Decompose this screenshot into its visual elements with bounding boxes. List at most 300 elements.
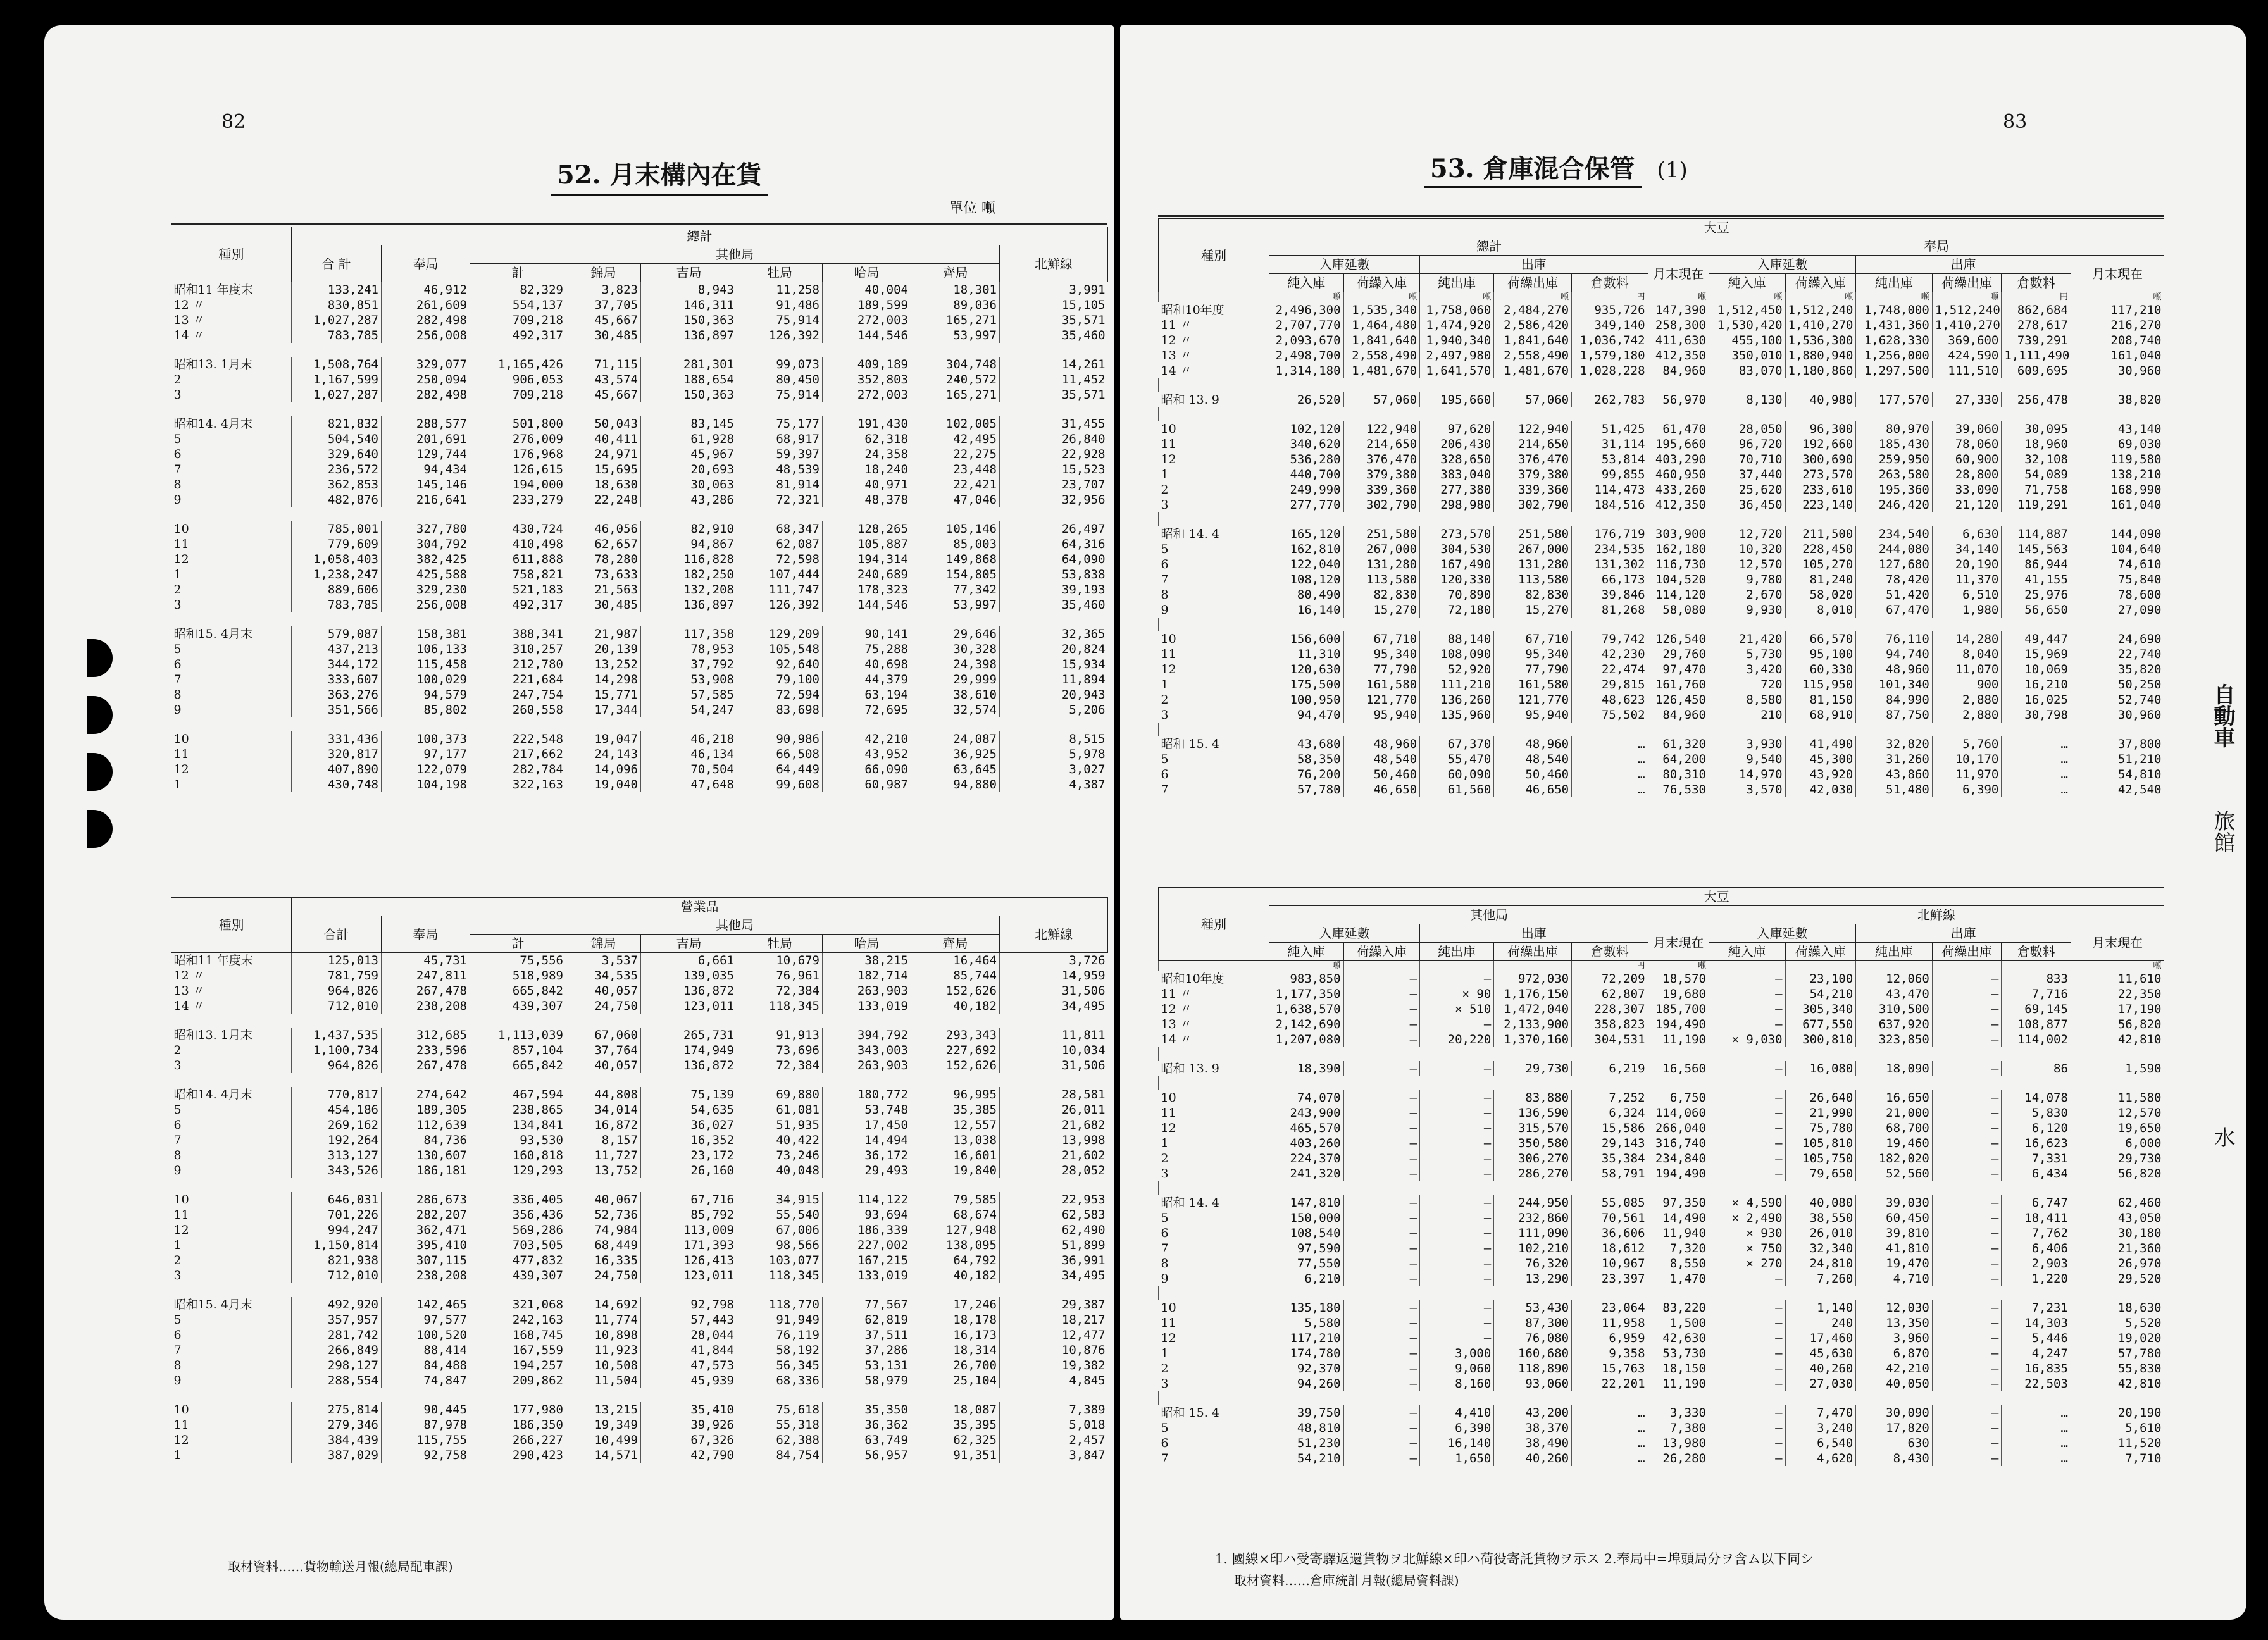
table-cell: … [2002, 767, 2071, 782]
binding-hole [87, 696, 113, 734]
table-cell: — [1709, 1090, 1785, 1105]
group-header: 總計 [1269, 237, 1709, 256]
table-cell: 90,141 [823, 626, 911, 642]
table-cell: 79,100 [737, 672, 823, 687]
table-cell: 273,570 [1420, 526, 1494, 542]
table-cell: 1,590 [2071, 1061, 2164, 1076]
spacer-row [171, 1388, 1108, 1402]
table-cell: 1,256,000 [1856, 348, 1933, 363]
col-header: 純出庫 [1420, 274, 1494, 292]
table-cell: — [1343, 1315, 1420, 1331]
table-cell: 611,888 [470, 552, 566, 567]
table-cell: 42,030 [1785, 782, 1856, 797]
table-cell: 269,162 [292, 1117, 382, 1133]
row-label: 12 [1161, 1331, 1176, 1345]
table-cell: 118,345 [737, 1268, 823, 1283]
table-cell: 45,667 [566, 313, 641, 328]
table-cell: 152,626 [911, 1058, 1000, 1073]
table-cell: 403,260 [1269, 1136, 1343, 1151]
table-cell: 2,880 [1932, 707, 2002, 723]
table-cell: 23,172 [641, 1148, 737, 1163]
table-cell: — [1343, 1256, 1420, 1271]
table-cell: 188,654 [641, 372, 737, 387]
table-cell: 17,460 [1785, 1331, 1856, 1346]
table-cell: 233,610 [1785, 482, 1856, 497]
col-header: 吉局 [641, 935, 737, 953]
table-cell: 26,011 [1000, 1102, 1108, 1117]
table-cell: — [1932, 1210, 2002, 1226]
table-cell: 35,571 [1000, 313, 1108, 328]
table-cell: 62,388 [737, 1432, 823, 1448]
col-header: 月末現在 [1648, 256, 1709, 292]
table-cell: 186,339 [823, 1222, 911, 1238]
table-row [1159, 1256, 2164, 1271]
table-cell: 61,560 [1420, 782, 1494, 797]
table-cell: 68,917 [737, 432, 823, 447]
table-cell: 21,000 [1856, 1105, 1933, 1121]
spacer-cell [171, 343, 1108, 357]
footnote: 1. 國線×印ハ受寄驛返還貨物ヲ北鮮線×印ハ荷役寄託貨物ヲ示ス 2.奉局中=埠頭局分ヲ含ム以下同シ [1215, 1551, 1814, 1567]
table-cell: 50,250 [2071, 677, 2164, 692]
table-cell: 7,389 [1000, 1402, 1108, 1417]
table-cell: 116,828 [641, 552, 737, 567]
page-title-wrap [1424, 149, 1688, 185]
table-cell: 53,838 [1000, 567, 1108, 582]
table-cell: 8,550 [1648, 1256, 1709, 1271]
table-cell: 32,820 [1856, 736, 1933, 752]
table-cell: 56,957 [823, 1448, 911, 1463]
table-cell: 15,934 [1000, 657, 1108, 672]
table-cell: 48,539 [737, 462, 823, 477]
table-cell: 1,238,247 [292, 567, 382, 582]
table-cell: 55,085 [1572, 1195, 1648, 1210]
table-cell: 131,280 [1494, 557, 1572, 572]
table-cell: 320,817 [292, 747, 382, 762]
table-cell: — [1343, 1210, 1420, 1226]
in-header: 入庫延數 [1709, 924, 1855, 943]
table-row [1159, 736, 2164, 752]
col-header: 牡局 [737, 264, 823, 282]
table-cell: 310,257 [470, 642, 566, 657]
row-label: 2 [173, 583, 182, 597]
table-cell: 492,317 [470, 597, 566, 612]
table-cell: 477,832 [470, 1253, 566, 1268]
table-cell: — [1420, 1017, 1494, 1032]
group-header: 北鮮線 [1709, 906, 2164, 924]
row-label: 3 [1161, 708, 1169, 722]
table-cell: 518,989 [470, 968, 566, 983]
unit-label: 單位 噸 [949, 201, 995, 216]
row-label: 12 [173, 762, 189, 776]
table-cell: — [1343, 1002, 1420, 1017]
table-cell: — [1932, 1436, 2002, 1451]
table-cell: 304,792 [382, 537, 470, 552]
table-row [1159, 348, 2164, 363]
table-row [171, 492, 1108, 507]
table-cell: 60,330 [1785, 662, 1856, 677]
table-cell: — [1932, 1032, 2002, 1047]
table-cell: 554,137 [470, 297, 566, 313]
table-cell: 20,139 [566, 642, 641, 657]
table-cell: 739,291 [2002, 333, 2071, 348]
col-header: 奉局 [382, 916, 470, 953]
table-cell: … [2002, 752, 2071, 767]
table-cell: 14,303 [2002, 1315, 2071, 1331]
table-cell: 19,470 [1856, 1256, 1933, 1271]
table-cell: 38,550 [1785, 1210, 1856, 1226]
row-label: 8 [173, 1358, 182, 1372]
table-cell: 304,531 [1572, 1032, 1648, 1047]
table-cell: 61,470 [1648, 421, 1709, 437]
table-cell: 439,307 [470, 1268, 566, 1283]
table-cell: 175,500 [1269, 677, 1343, 692]
table-row [1159, 1271, 2164, 1286]
table-cell: 18,240 [823, 462, 911, 477]
table-cell: 7,260 [1785, 1271, 1856, 1286]
right-page [1120, 25, 2246, 1620]
table-cell: 76,320 [1494, 1256, 1572, 1271]
table-cell: 68,449 [566, 1238, 641, 1253]
unit-cell: 噸 [1269, 961, 1343, 972]
table-cell: 93,694 [823, 1207, 911, 1222]
table-cell: 1,650 [1420, 1451, 1494, 1466]
col-header: 月末現在 [1648, 924, 1709, 961]
table-cell: 81,240 [1785, 572, 1856, 587]
table-cell: — [1420, 1226, 1494, 1241]
row-label: 5 [1161, 1211, 1169, 1225]
table-cell: — [1343, 1241, 1420, 1256]
table-cell: 11,190 [1648, 1376, 1709, 1391]
table-cell: 129,293 [470, 1163, 566, 1178]
table-cell: 94,470 [1269, 707, 1343, 723]
row-label: 3 [173, 388, 182, 402]
table-cell: 379,380 [1494, 467, 1572, 482]
table-cell: 262,783 [1572, 392, 1648, 407]
table-cell: … [1572, 1451, 1648, 1466]
table-cell: 26,497 [1000, 521, 1108, 537]
table-cell: 76,200 [1269, 767, 1343, 782]
table-cell: 900 [1932, 677, 2002, 692]
table-cell: 192,264 [292, 1133, 382, 1148]
table-cell: 501,800 [470, 416, 566, 432]
table-cell: 13,038 [911, 1133, 1000, 1148]
table-cell: 64,449 [737, 762, 823, 777]
table-cell: 208,740 [2071, 333, 2164, 348]
row-label: 5 [173, 1103, 182, 1117]
table-cell: 88,414 [382, 1343, 470, 1358]
col-header: 種別 [1159, 888, 1269, 961]
table-cell: 84,736 [382, 1133, 470, 1148]
table-cell: 62,325 [911, 1432, 1000, 1448]
table-cell: 32,956 [1000, 492, 1108, 507]
table-cell: 133,019 [823, 998, 911, 1014]
table-cell: 186,181 [382, 1163, 470, 1178]
table-cell: 1,058,403 [292, 552, 382, 567]
table-cell: 19,460 [1856, 1136, 1933, 1151]
table-cell: 403,290 [1648, 452, 1709, 467]
table-cell: 111,210 [1420, 677, 1494, 692]
table-cell: 454,186 [292, 1102, 382, 1117]
table-cell: 136,872 [641, 983, 737, 998]
table-row [171, 552, 1108, 567]
table-cell: 703,505 [470, 1238, 566, 1253]
table-cell: 27,090 [2071, 602, 2164, 618]
table-cell: 6,747 [2002, 1195, 2071, 1210]
table-cell: 105,146 [911, 521, 1000, 537]
table-cell: 351,566 [292, 702, 382, 718]
table-cell: 720 [1709, 677, 1785, 692]
table-cell: 395,410 [382, 1238, 470, 1253]
table-row [171, 462, 1108, 477]
table-cell: 195,660 [1648, 437, 1709, 452]
table-cell: 2,880 [1932, 692, 2002, 707]
table-cell: 74,847 [382, 1373, 470, 1388]
table-cell: 3,960 [1856, 1331, 1933, 1346]
table-cell: 58,080 [1648, 602, 1709, 618]
table-cell: 112,639 [382, 1117, 470, 1133]
table-cell: 48,378 [823, 492, 911, 507]
table-cell: — [1420, 1195, 1494, 1210]
table-cell: 113,580 [1343, 572, 1420, 587]
table-cell: — [1420, 1256, 1494, 1271]
table-cell: 37,440 [1709, 467, 1785, 482]
table-cell: 88,140 [1420, 631, 1494, 647]
table-row [171, 1417, 1108, 1432]
table-row [1159, 707, 2164, 723]
table-cell: 114,002 [2002, 1032, 2071, 1047]
table-cell: 69,880 [737, 1087, 823, 1102]
unit-cell [1709, 961, 1785, 972]
table-cell: 7,252 [1572, 1090, 1648, 1105]
row-label: 11 〃 [1161, 318, 1192, 332]
table-cell: 76,961 [737, 968, 823, 983]
table-cell: 247,811 [382, 968, 470, 983]
table-cell: 665,842 [470, 1058, 566, 1073]
table-cell: 286,673 [382, 1192, 470, 1207]
table-cell: 637,920 [1856, 1017, 1933, 1032]
spacer-cell [171, 1014, 1108, 1028]
row-label: 14 〃 [1161, 1033, 1192, 1047]
table-cell: 276,009 [470, 432, 566, 447]
unit-cell [1343, 961, 1420, 972]
table-cell: 5,978 [1000, 747, 1108, 762]
row-label: 1 [173, 568, 182, 581]
table-cell: 51,425 [1572, 421, 1648, 437]
table-cell: 22,350 [2071, 986, 2164, 1002]
table-cell: 8,943 [641, 282, 737, 298]
table-cell: 75,914 [737, 313, 823, 328]
table-cell: 194,490 [1648, 1166, 1709, 1181]
table-row [1159, 767, 2164, 782]
col-header: 北鮮線 [1000, 916, 1108, 953]
table-cell: 67,370 [1420, 736, 1494, 752]
table-cell: 76,119 [737, 1327, 823, 1343]
table-cell: 12,030 [1856, 1300, 1933, 1315]
table-cell: 87,750 [1856, 707, 1933, 723]
table-cell: 82,910 [641, 521, 737, 537]
col-header: 荷繰入庫 [1785, 274, 1856, 292]
table-cell: 492,317 [470, 328, 566, 343]
table-cell: 1,628,330 [1856, 333, 1933, 348]
spacer-cell [1159, 1047, 2164, 1061]
table-cell: 1,481,670 [1494, 363, 1572, 378]
row-label: 昭和10年度 [1161, 972, 1224, 986]
table-cell: 46,650 [1343, 782, 1420, 797]
table-row [1159, 1105, 2164, 1121]
table-cell: 73,633 [566, 567, 641, 582]
table-cell: 258,300 [1648, 318, 1709, 333]
table-cell: 89,036 [911, 297, 1000, 313]
table-cell: 40,411 [566, 432, 641, 447]
table-cell: — [1343, 1300, 1420, 1315]
spacer-row [171, 1283, 1108, 1297]
spacer-row [1159, 407, 2164, 421]
table-cell: 23,064 [1572, 1300, 1648, 1315]
row-label: 12 [173, 1223, 189, 1237]
table-cell: 136,872 [641, 1058, 737, 1073]
table-cell: 58,020 [1785, 587, 1856, 602]
in-header: 入庫延數 [1709, 256, 1855, 274]
row-label: 昭和13. 1月末 [173, 1028, 252, 1042]
unit-cell [1785, 961, 1856, 972]
row-label: 9 [173, 703, 182, 717]
row-label: 3 [173, 598, 182, 612]
table-row [1159, 1136, 2164, 1151]
table-cell: 80,450 [737, 372, 823, 387]
table-row [1159, 1195, 2164, 1210]
table-cell: 43,952 [823, 747, 911, 762]
table-cell: 43,574 [566, 372, 641, 387]
table-cell: — [1343, 1361, 1420, 1376]
table-cell: × 510 [1420, 1002, 1494, 1017]
table-cell: 62,583 [1000, 1207, 1108, 1222]
table-cell: … [1572, 752, 1648, 767]
table-cell: 131,302 [1572, 557, 1648, 572]
col-header: 吉局 [641, 264, 737, 282]
table-cell: 22,928 [1000, 447, 1108, 462]
table-cell: 11,610 [2071, 971, 2164, 986]
table-cell: 244,950 [1494, 1195, 1572, 1210]
table-cell: 630 [1856, 1436, 1933, 1451]
table-cell: — [1709, 1002, 1785, 1017]
table-cell: 323,850 [1856, 1032, 1933, 1047]
table-row [1159, 631, 2164, 647]
table-cell: 712,010 [292, 998, 382, 1014]
row-label: 昭和 15. 4 [1161, 1406, 1219, 1420]
table-cell: 28,800 [1932, 467, 2002, 482]
table-cell: 126,413 [641, 1253, 737, 1268]
table-cell: 646,031 [292, 1192, 382, 1207]
row-label: 12 [1161, 662, 1176, 676]
table-cell: 150,363 [641, 313, 737, 328]
table-cell: — [1343, 1331, 1420, 1346]
table-cell: 256,008 [382, 597, 470, 612]
table-cell: 83,698 [737, 702, 823, 718]
table-cell: 234,540 [1856, 526, 1933, 542]
table-cell: 19,047 [566, 731, 641, 747]
table-cell: 238,865 [470, 1102, 566, 1117]
unit-cell: 噸 [2071, 961, 2164, 972]
table-cell: 382,425 [382, 552, 470, 567]
row-label: 11 [173, 1208, 189, 1222]
table-cell: 14,280 [1932, 631, 2002, 647]
table-cell: 1,036,742 [1572, 333, 1648, 348]
table-cell: 145,563 [2002, 542, 2071, 557]
stock-total-table [171, 227, 1108, 792]
table-cell: 6,630 [1932, 526, 2002, 542]
table-cell: 228,450 [1785, 542, 1856, 557]
table-cell: 66,090 [823, 762, 911, 777]
table-cell: 282,784 [470, 762, 566, 777]
table-cell: 32,365 [1000, 626, 1108, 642]
table-cell: 31,260 [1856, 752, 1933, 767]
table-cell: 983,850 [1269, 971, 1343, 986]
row-label: 8 [1161, 588, 1169, 602]
table-cell: 70,561 [1572, 1210, 1648, 1226]
table-cell: 222,548 [470, 731, 566, 747]
table-cell: 4,410 [1420, 1405, 1494, 1420]
table-cell: 209,862 [470, 1373, 566, 1388]
table-row [171, 762, 1108, 777]
table-cell: 185,430 [1856, 437, 1933, 452]
spacer-cell [1159, 378, 2164, 392]
table-cell: 302,790 [1494, 497, 1572, 512]
table-cell: 18,411 [2002, 1210, 2071, 1226]
table-cell: 227,692 [911, 1043, 1000, 1058]
table-cell: 357,957 [292, 1312, 382, 1327]
table-row [1159, 1061, 2164, 1076]
table-cell: 288,554 [292, 1373, 382, 1388]
top-rule [1158, 215, 2164, 217]
table-cell: 84,960 [1648, 707, 1709, 723]
table-cell: — [1420, 971, 1494, 986]
table-cell: 1,177,350 [1269, 986, 1343, 1002]
in-header: 入庫延數 [1269, 924, 1420, 943]
table-cell: 165,120 [1269, 526, 1343, 542]
table-row [171, 1268, 1108, 1283]
table-cell: 665,842 [470, 983, 566, 998]
table-cell: 22,248 [566, 492, 641, 507]
table-cell: — [1932, 986, 2002, 1002]
table-cell: 1,579,180 [1572, 348, 1648, 363]
table-cell: 45,967 [641, 447, 737, 462]
table-row [1159, 1405, 2164, 1420]
table-cell: 91,351 [911, 1448, 1000, 1463]
row-label: 5 [173, 642, 182, 656]
spacer-row [1159, 512, 2164, 526]
table-row [171, 1402, 1108, 1417]
table-cell: 30,090 [1856, 1405, 1933, 1420]
table-cell: 195,360 [1856, 482, 1933, 497]
col-header: 純出庫 [1420, 943, 1494, 961]
table-cell: 64,200 [1648, 752, 1709, 767]
table-cell: 75,288 [823, 642, 911, 657]
table-cell: 46,650 [1494, 782, 1572, 797]
table-cell: 290,423 [470, 1448, 566, 1463]
table-cell: 126,540 [1648, 631, 1709, 647]
table-cell: — [1709, 1061, 1785, 1076]
table-cell: 394,792 [823, 1028, 911, 1043]
table-cell: … [2002, 1420, 2071, 1436]
table-cell: 77,790 [1494, 662, 1572, 677]
table-cell: 15,771 [566, 687, 641, 702]
table-cell: 121,770 [1343, 692, 1420, 707]
row-label: 昭和 13. 9 [1161, 1062, 1219, 1076]
table-cell: 36,991 [1000, 1253, 1108, 1268]
table-cell: 56,820 [2071, 1166, 2164, 1181]
table-cell: 35,350 [823, 1402, 911, 1417]
table-cell: 25,620 [1709, 482, 1785, 497]
